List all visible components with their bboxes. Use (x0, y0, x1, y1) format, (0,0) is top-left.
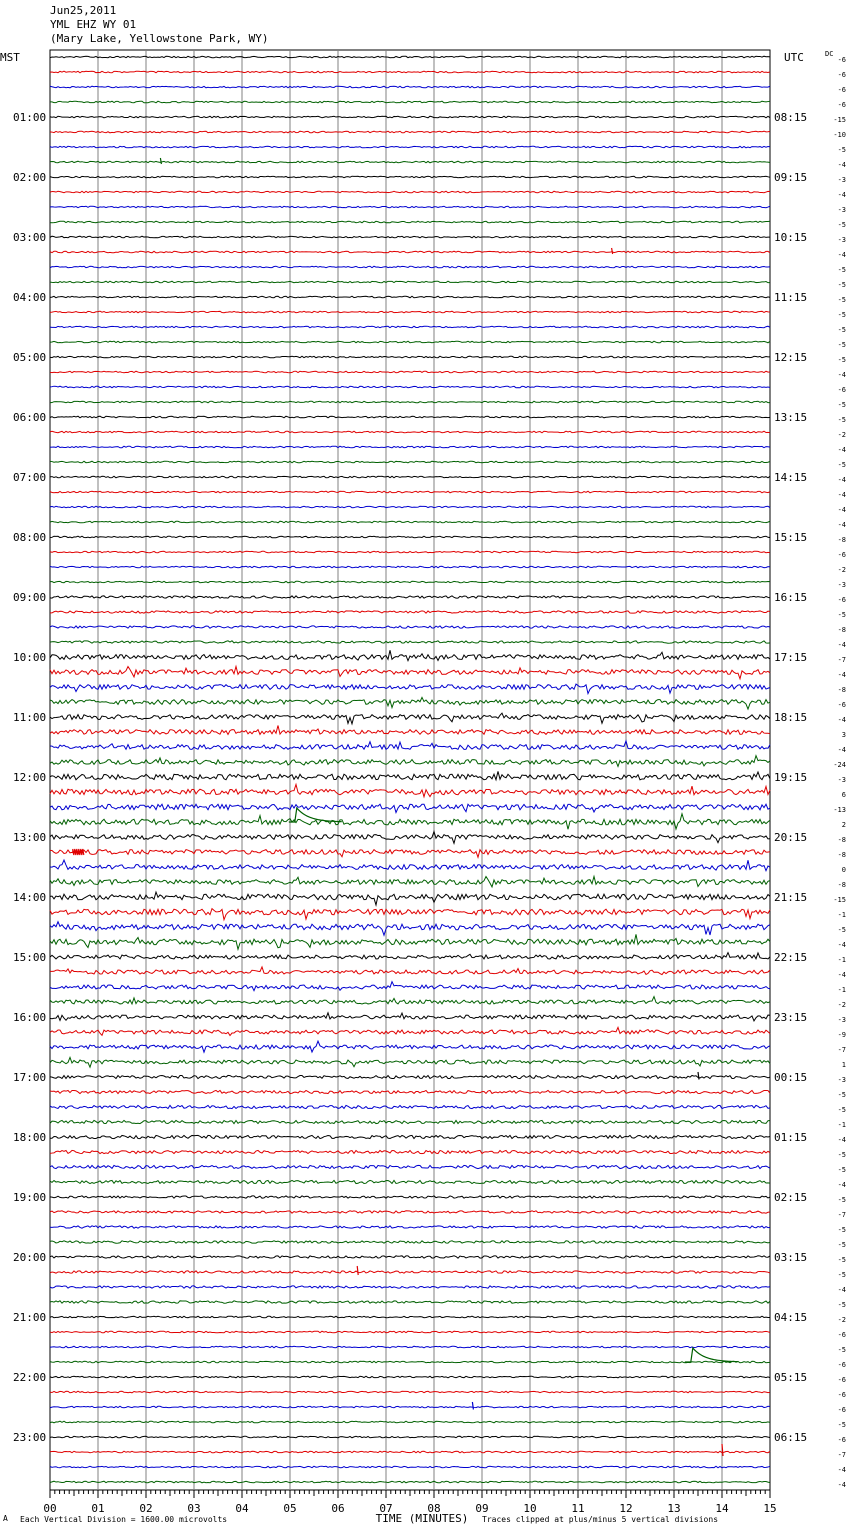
dc-offset-label: 1 (841, 1061, 846, 1069)
dc-offset-label: -6 (837, 1376, 846, 1384)
dc-offset-label: 0 (841, 866, 846, 874)
seismic-trace (50, 1376, 770, 1378)
dc-offset-label: -5 (837, 221, 846, 229)
seismic-trace (50, 491, 770, 493)
dc-offset-label: -24 (833, 761, 846, 769)
dc-offset-label: -4 (837, 971, 846, 979)
footer-clip-note: Traces clipped at plus/minus 5 vertical divisions (482, 1515, 719, 1524)
mst-hour-label: 15:00 (13, 951, 47, 964)
x-tick-label: 04 (235, 1502, 249, 1515)
dc-offset-label: -8 (837, 881, 846, 889)
seismic-trace (50, 1196, 770, 1198)
dc-offset-label: -15 (833, 896, 846, 904)
dc-offset-label: -5 (837, 1166, 846, 1174)
left-timezone: MST (0, 51, 20, 64)
seismic-trace (50, 326, 770, 328)
seismic-trace (50, 401, 770, 403)
seismic-trace (50, 1361, 770, 1363)
seismic-trace (50, 341, 770, 343)
x-tick-label: 11 (571, 1502, 585, 1515)
utc-hour-label: 19:15 (774, 771, 808, 784)
seismic-trace (50, 876, 770, 886)
dc-offset-label: -3 (837, 236, 846, 244)
seismic-trace (50, 626, 770, 628)
mst-hour-label: 18:00 (13, 1131, 47, 1144)
dc-offset-label: -13 (833, 806, 846, 814)
seismic-event (357, 1266, 358, 1275)
x-tick-label: 06 (331, 1502, 345, 1515)
utc-hour-label: 09:15 (774, 171, 808, 184)
mst-hour-label: 09:00 (13, 591, 47, 604)
dc-offset-label: -6 (837, 86, 846, 94)
seismic-trace (50, 650, 770, 660)
dc-offset-label: -7 (837, 656, 846, 664)
dc-offset-label: -5 (837, 1241, 846, 1249)
utc-hour-label: 12:15 (774, 351, 808, 364)
seismic-trace (50, 1301, 770, 1303)
seismic-trace (50, 596, 770, 598)
dc-offset-label: -5 (837, 1346, 846, 1354)
seismic-trace (50, 221, 770, 223)
seismic-trace (50, 191, 770, 193)
seismic-trace (50, 251, 770, 253)
seismic-trace (50, 1271, 770, 1273)
mst-hour-label: 07:00 (13, 471, 47, 484)
seismic-trace (50, 431, 770, 433)
seismic-trace (50, 1346, 770, 1348)
seismic-trace (50, 356, 770, 358)
dc-offset-label: -6 (837, 71, 846, 79)
dc-offset-label: -4 (837, 671, 846, 679)
seismic-trace (50, 1120, 770, 1123)
utc-hour-label: 05:15 (774, 1371, 808, 1384)
dc-offset-label: -2 (837, 1001, 846, 1009)
seismic-trace (50, 1451, 770, 1453)
mst-hour-label: 06:00 (13, 411, 47, 424)
seismic-trace (50, 666, 770, 678)
dc-offset-label: -7 (837, 1451, 846, 1459)
dc-offset-label: -4 (837, 746, 846, 754)
seismic-trace (50, 161, 770, 163)
dc-offset-label: -6 (837, 1391, 846, 1399)
mst-hour-label: 08:00 (13, 531, 47, 544)
mst-hour-label: 10:00 (13, 651, 47, 664)
dc-offset-label: -3 (837, 776, 846, 784)
seismic-trace (50, 371, 770, 373)
seismic-trace (50, 684, 770, 693)
dc-offset-label: -3 (837, 206, 846, 214)
right-timezone: UTC (784, 51, 804, 64)
seismic-event (289, 808, 342, 822)
seismic-trace (50, 71, 770, 73)
mst-hour-label: 03:00 (13, 231, 47, 244)
seismic-trace (50, 536, 770, 538)
footer-mark: A (3, 1514, 8, 1523)
mst-hour-label: 01:00 (13, 111, 47, 124)
utc-hour-label: 06:15 (774, 1431, 808, 1444)
dc-offset-label: -7 (837, 1046, 846, 1054)
seismic-trace (50, 892, 770, 905)
label-group (0, 50, 846, 1525)
dc-offset-label: -3 (837, 1016, 846, 1024)
x-tick-label: 08 (427, 1502, 441, 1515)
mst-hour-label: 13:00 (13, 831, 47, 844)
seismic-trace (50, 386, 770, 388)
seismic-trace (50, 551, 770, 553)
x-tick-label: 05 (283, 1502, 297, 1515)
utc-hour-label: 02:15 (774, 1191, 808, 1204)
seismic-trace (50, 1135, 770, 1138)
dc-offset-label: -4 (837, 1181, 846, 1189)
dc-offset-label: -1 (837, 956, 846, 964)
dc-offset-label: -5 (837, 1301, 846, 1309)
dc-offset-label: -5 (837, 326, 846, 334)
dc-offset-label: -5 (837, 1421, 846, 1429)
dc-offset-label: -3 (837, 1076, 846, 1084)
x-tick-label: 12 (619, 1502, 633, 1515)
dc-offset-label: -4 (837, 191, 846, 199)
dc-offset-label: -5 (837, 611, 846, 619)
mst-hour-label: 02:00 (13, 171, 47, 184)
dc-offset-label: -6 (837, 596, 846, 604)
seismic-trace (50, 206, 770, 208)
seismic-trace (50, 236, 770, 238)
seismic-trace (50, 982, 770, 991)
dc-offset-label: -6 (837, 56, 846, 64)
dc-offset-label: -4 (837, 491, 846, 499)
seismic-trace (50, 446, 770, 448)
utc-hour-label: 17:15 (774, 651, 808, 664)
dc-offset-label: -4 (837, 1481, 846, 1489)
dc-offset-label: -9 (837, 1031, 846, 1039)
seismic-trace (50, 784, 770, 796)
x-tick-label: 15 (763, 1502, 777, 1515)
dc-offset-label: -5 (837, 1226, 846, 1234)
utc-hour-label: 22:15 (774, 951, 808, 964)
x-tick-label: 07 (379, 1502, 393, 1515)
seismic-trace (50, 1481, 770, 1483)
seismic-event (73, 849, 84, 855)
dc-offset-label: 6 (841, 791, 846, 799)
x-tick-label: 02 (139, 1502, 153, 1515)
seismic-trace (50, 909, 770, 920)
dc-offset-label: -2 (837, 1316, 846, 1324)
dc-offset-label: -5 (837, 266, 846, 274)
chart-date: Jun25,2011 (50, 4, 117, 17)
dc-offset-label: -6 (837, 701, 846, 709)
seismic-trace (50, 1331, 770, 1333)
seismic-trace (50, 934, 770, 949)
dc-offset-label: -4 (837, 371, 846, 379)
dc-offset-label: -4 (837, 641, 846, 649)
dc-offset-label: -1 (837, 911, 846, 919)
seismic-event (612, 248, 613, 254)
dc-offset-label: -1 (837, 986, 846, 994)
utc-hour-label: 03:15 (774, 1251, 808, 1264)
seismic-trace (50, 1391, 770, 1393)
dc-offset-label: -5 (837, 311, 846, 319)
seismic-trace (50, 1421, 770, 1423)
dc-offset-label: -4 (837, 446, 846, 454)
utc-hour-label: 08:15 (774, 111, 808, 124)
seismic-trace (50, 56, 770, 58)
seismic-trace (50, 131, 770, 133)
dc-offset-label: -6 (837, 386, 846, 394)
seismic-event (472, 1402, 473, 1410)
utc-hour-label: 14:15 (774, 471, 808, 484)
dc-offset-label: -5 (837, 146, 846, 154)
seismic-trace (50, 146, 770, 148)
seismic-trace (50, 1150, 770, 1153)
dc-offset-label: -2 (837, 431, 846, 439)
chart-location: (Mary Lake, Yellowstone Park, WY) (50, 32, 269, 45)
x-tick-label: 14 (715, 1502, 729, 1515)
utc-hour-label: 15:15 (774, 531, 808, 544)
seismic-trace (50, 1105, 770, 1108)
seismic-event (685, 1348, 738, 1362)
mst-hour-label: 20:00 (13, 1251, 47, 1264)
dc-label: DC (825, 50, 834, 58)
footer-scale: Each Vertical Division = 1600.00 microvolts (20, 1515, 228, 1524)
dc-offset-label: -4 (837, 1136, 846, 1144)
seismic-trace (50, 1436, 770, 1438)
mst-hour-label: 16:00 (13, 1011, 47, 1024)
dc-offset-label: -10 (833, 131, 846, 139)
seismic-trace (50, 101, 770, 103)
x-tick-label: 09 (475, 1502, 489, 1515)
utc-hour-label: 18:15 (774, 711, 808, 724)
utc-hour-label: 16:15 (774, 591, 808, 604)
dc-offset-label: -4 (837, 716, 846, 724)
dc-offset-label: -8 (837, 686, 846, 694)
utc-hour-label: 13:15 (774, 411, 808, 424)
x-tick-label: 10 (523, 1502, 537, 1515)
mst-hour-label: 23:00 (13, 1431, 47, 1444)
dc-offset-label: -4 (837, 1466, 846, 1474)
utc-hour-label: 11:15 (774, 291, 808, 304)
dc-offset-label: -2 (837, 566, 846, 574)
seismic-trace (50, 581, 770, 583)
seismic-trace (50, 521, 770, 523)
seismic-trace (50, 281, 770, 283)
seismic-trace (50, 1075, 770, 1078)
mst-hour-label: 19:00 (13, 1191, 47, 1204)
seismic-trace (50, 1466, 770, 1468)
utc-hour-label: 20:15 (774, 831, 808, 844)
dc-offset-label: -3 (837, 176, 846, 184)
dc-offset-label: -8 (837, 536, 846, 544)
seismic-trace (50, 296, 770, 298)
dc-offset-label: -5 (837, 461, 846, 469)
chart-station: YML EHZ WY 01 (50, 18, 137, 31)
seismic-trace (50, 461, 770, 463)
mst-hour-label: 04:00 (13, 291, 47, 304)
dc-offset-label: -6 (837, 1406, 846, 1414)
x-tick-label: 00 (43, 1502, 57, 1515)
mst-hour-label: 22:00 (13, 1371, 47, 1384)
dc-offset-label: -4 (837, 161, 846, 169)
seismic-trace (50, 476, 770, 478)
utc-hour-label: 10:15 (774, 231, 808, 244)
dc-offset-label: -5 (837, 341, 846, 349)
seismic-trace (50, 860, 770, 871)
seismic-trace (50, 1256, 770, 1258)
seismic-trace (50, 1406, 770, 1408)
dc-offset-label: -5 (837, 281, 846, 289)
utc-hour-label: 23:15 (774, 1011, 808, 1024)
dc-offset-label: -5 (837, 1196, 846, 1204)
dc-offset-label: -6 (837, 101, 846, 109)
seismic-trace (50, 1180, 770, 1183)
utc-hour-label: 01:15 (774, 1131, 808, 1144)
seismic-trace (50, 922, 770, 936)
dc-offset-label: -8 (837, 851, 846, 859)
seismic-trace (50, 416, 770, 418)
seismic-trace (50, 713, 770, 724)
dc-offset-label: -6 (837, 1331, 846, 1339)
seismic-trace (50, 1027, 770, 1035)
seismic-trace (50, 1286, 770, 1288)
dc-offset-label: -5 (837, 1091, 846, 1099)
dc-offset-label: -4 (837, 476, 846, 484)
seismic-event (160, 158, 161, 164)
x-axis-title: TIME (MINUTES) (375, 1512, 469, 1525)
x-tick-label: 03 (187, 1502, 201, 1515)
seismic-trace (50, 771, 770, 779)
mst-hour-label: 21:00 (13, 1311, 47, 1324)
dc-offset-label: -15 (833, 116, 846, 124)
trace-group (50, 56, 770, 1483)
dc-offset-label: -4 (837, 251, 846, 259)
dc-offset-label: 2 (841, 821, 846, 829)
dc-offset-label: -7 (837, 1211, 846, 1219)
dc-offset-label: -8 (837, 836, 846, 844)
seismic-trace (50, 116, 770, 118)
dc-offset-label: 3 (841, 731, 846, 739)
seismic-trace (50, 831, 770, 843)
seismic-trace (50, 1041, 770, 1052)
dc-offset-label: -4 (837, 941, 846, 949)
dc-offset-label: -6 (837, 551, 846, 559)
mst-hour-label: 17:00 (13, 1071, 47, 1084)
dc-offset-label: -5 (837, 1256, 846, 1264)
mst-hour-label: 11:00 (13, 711, 47, 724)
seismic-trace (50, 1057, 770, 1067)
seismic-trace (50, 804, 770, 812)
seismic-trace (50, 266, 770, 268)
seismic-trace (50, 1013, 770, 1021)
seismic-event (698, 1072, 699, 1080)
x-tick-label: 01 (91, 1502, 105, 1515)
seismic-trace (50, 725, 770, 734)
dc-offset-label: -5 (837, 356, 846, 364)
seismic-trace (50, 1226, 770, 1228)
utc-hour-label: 21:15 (774, 891, 808, 904)
dc-offset-label: -5 (837, 1151, 846, 1159)
dc-offset-label: -4 (837, 521, 846, 529)
dc-offset-label: -6 (837, 1436, 846, 1444)
dc-offset-label: -5 (837, 926, 846, 934)
seismic-trace (50, 697, 770, 709)
utc-hour-label: 04:15 (774, 1311, 808, 1324)
seismic-trace (50, 850, 770, 858)
seismic-trace (50, 86, 770, 88)
seismic-trace (50, 997, 770, 1004)
dc-offset-label: -6 (837, 1361, 846, 1369)
mst-hour-label: 14:00 (13, 891, 47, 904)
seismic-trace (50, 1316, 770, 1318)
seismic-trace (50, 953, 770, 959)
mst-hour-label: 12:00 (13, 771, 47, 784)
seismic-trace (50, 741, 770, 749)
seismic-trace (50, 611, 770, 613)
seismic-trace (50, 1241, 770, 1243)
dc-offset-label: -3 (837, 581, 846, 589)
dc-offset-label: -4 (837, 1286, 846, 1294)
seismic-trace (50, 1165, 770, 1168)
dc-offset-label: -1 (837, 1121, 846, 1129)
seismic-trace (50, 814, 770, 829)
x-tick-label: 13 (667, 1502, 681, 1515)
seismic-trace (50, 566, 770, 568)
mst-hour-label: 05:00 (13, 351, 47, 364)
seismic-trace (50, 176, 770, 178)
dc-offset-label: -5 (837, 1106, 846, 1114)
dc-offset-label: -8 (837, 626, 846, 634)
seismic-trace (50, 1090, 770, 1093)
dc-offset-label: -5 (837, 296, 846, 304)
seismic-trace (50, 967, 770, 975)
seismic-trace (50, 641, 770, 643)
dc-offset-label: -5 (837, 401, 846, 409)
dc-offset-label: -4 (837, 506, 846, 514)
seismic-trace (50, 506, 770, 508)
seismic-trace (50, 311, 770, 313)
dc-offset-label: -5 (837, 1271, 846, 1279)
dc-offset-label: -5 (837, 416, 846, 424)
utc-hour-label: 00:15 (774, 1071, 808, 1084)
seismic-trace (50, 1211, 770, 1213)
seismic-trace (50, 756, 770, 767)
